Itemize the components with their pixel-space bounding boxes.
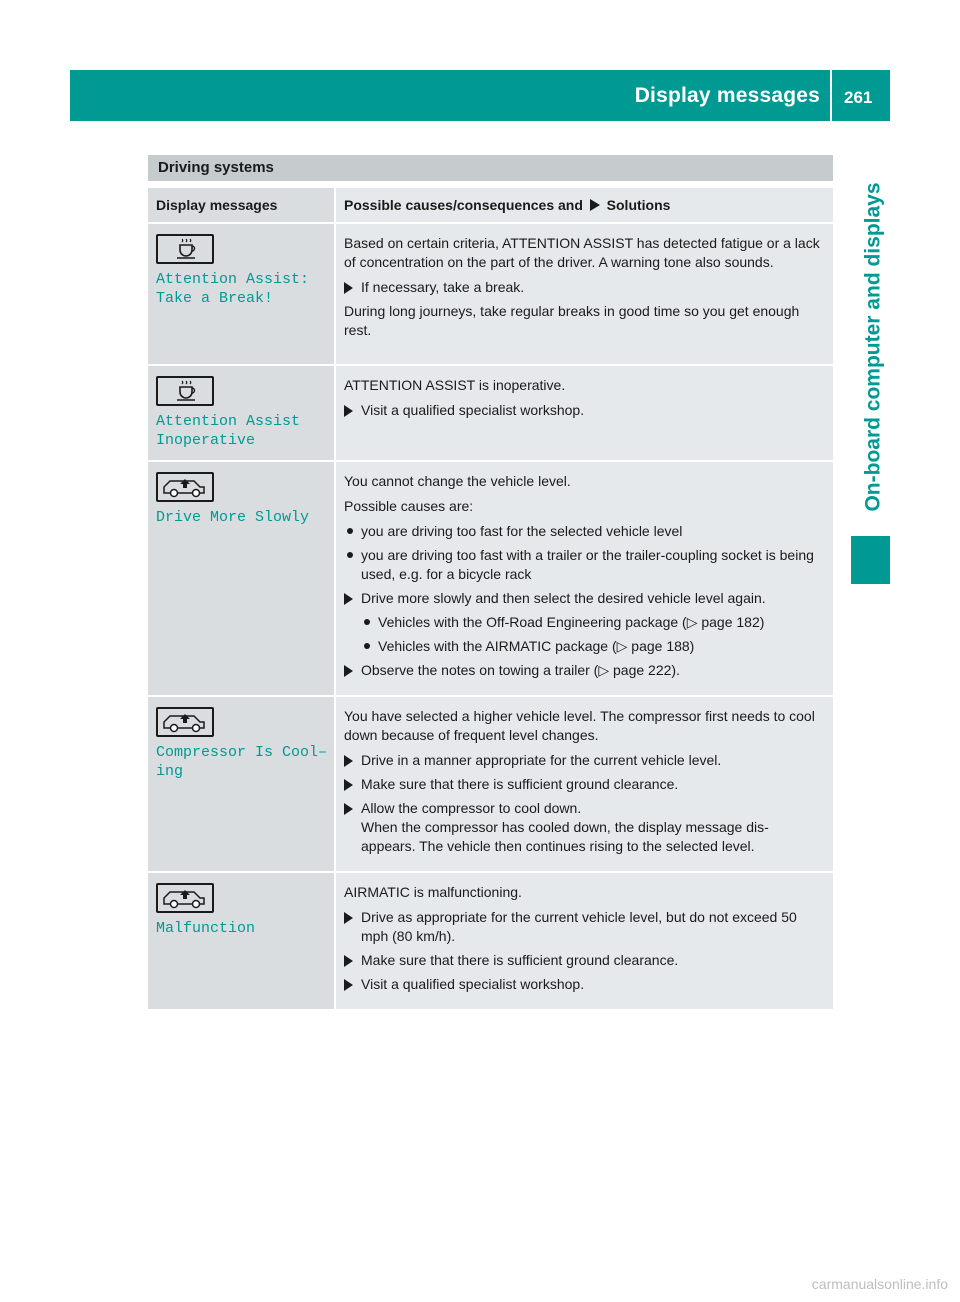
instruction-step: Observe the notes on towing a trailer (▷ page 222). <box>344 661 826 680</box>
message-cell <box>148 462 334 695</box>
instruction-step: Visit a qualified specialist workshop. <box>344 401 826 420</box>
side-tab-marker <box>851 536 890 584</box>
display-message-text: Drive More Slowly <box>156 509 310 526</box>
list-item: you are driving too fast with a trailer or the trailer-coupling socket is being used, e.g. for a bicycle rack <box>344 546 826 584</box>
solution-cell: You have selected a higher vehicle level. The compressor first needs to cool down because of frequent level changes. Drive in a manner appropriate for the current vehicle level. Make sure that there is sufficient ground clearance. Allow the compressor to cool down. When the compressor has cooled down, the display message dis- appears. The vehicle then continues rising to the selected level. <box>334 697 833 871</box>
page-header <box>70 70 890 121</box>
list-item: you are driving too fast for the selected vehicle level <box>344 522 826 541</box>
column-header-messages: Display messages <box>148 188 334 222</box>
coffee-cup-icon <box>156 376 214 406</box>
coffee-cup-icon <box>156 234 214 264</box>
header-divider <box>830 70 832 121</box>
instruction-step: Drive in a manner appropriate for the current vehicle level. <box>344 751 826 770</box>
table-header-row <box>148 188 833 224</box>
table-row <box>148 873 833 1011</box>
table-row <box>148 462 833 697</box>
page-number: 261 <box>844 88 873 107</box>
solution-cell: ATTENTION ASSIST is inoperative. Visit a qualified specialist workshop. <box>334 366 833 460</box>
message-cell <box>148 366 334 460</box>
watermark: carmanualsonline.info <box>811 1276 948 1292</box>
column-header-causes: Possible causes/consequences and <box>344 197 583 213</box>
list-item: Vehicles with the Off-Road Engineering package (▷ page 182) <box>361 613 826 632</box>
solution-cell: Based on certain criteria, ATTENTION ASSIST has detected fatigue or a lack of concentration on the part of the driver. A warning tone also sounds. If necessary, take a break. During long journeys, take regular breaks in good time so you get enough rest. <box>334 224 833 364</box>
section-header <box>148 155 833 181</box>
solution-cell: You cannot change the vehicle level. Possible causes are: you are driving too fast for the selected vehicle level you are driving too fast with a trailer or the trailer-coupling socket is being used, e.g. for a bicycle rack Drive more slowly and then select the desired vehicle level again. Vehicles with the Off-Road Engineering package (▷ page 182) Vehicles with the AIRMATIC package (▷ page 188) Observe the notes on towing a trailer (▷ page 222). <box>334 462 833 695</box>
vehicle-level-icon <box>156 883 214 913</box>
instruction-step: If necessary, take a break. <box>344 278 826 297</box>
side-tab-label: On-board computer and displays <box>862 182 885 512</box>
display-message-text: Malfunction <box>156 920 256 937</box>
display-messages-table <box>148 188 833 1011</box>
message-cell <box>148 697 334 871</box>
message-cell <box>148 224 334 364</box>
table-row <box>148 224 833 366</box>
instruction-step: Visit a qualified specialist workshop. <box>344 975 826 994</box>
arrow-right-icon <box>590 199 600 211</box>
side-tab <box>858 132 890 562</box>
column-header-solutions-label: Solutions <box>606 197 671 213</box>
vehicle-level-icon <box>156 472 214 502</box>
message-cell <box>148 873 334 1009</box>
section-title: Driving systems <box>158 159 274 176</box>
list-item: Vehicles with the AIRMATIC package (▷ page 188) <box>361 637 826 656</box>
display-message-text: Compressor Is Cool– ing <box>156 744 328 780</box>
chapter-title: Display messages <box>634 84 820 107</box>
instruction-step: Make sure that there is sufficient ground clearance. <box>344 775 826 794</box>
table-row <box>148 697 833 873</box>
column-header-solutions <box>334 188 833 222</box>
instruction-step: Allow the compressor to cool down. When the compressor has cooled down, the display message dis- appears. The vehicle then continues rising to the selected level. <box>344 799 826 856</box>
instruction-step: Make sure that there is sufficient ground clearance. <box>344 951 826 970</box>
instruction-step: Drive more slowly and then select the desired vehicle level again. <box>344 589 826 608</box>
instruction-step: Drive as appropriate for the current vehicle level, but do not exceed 50 mph (80 km/h). <box>344 908 826 946</box>
solution-cell: AIRMATIC is malfunctioning. Drive as appropriate for the current vehicle level, but do not exceed 50 mph (80 km/h). Make sure that there is sufficient ground clearance. Visit a qualified specialist workshop. <box>334 873 833 1009</box>
display-message-text: Attention Assist Inoperative <box>156 413 301 449</box>
display-message-text: Attention Assist: Take a Break! <box>156 271 310 307</box>
vehicle-level-icon <box>156 707 214 737</box>
table-row <box>148 366 833 462</box>
